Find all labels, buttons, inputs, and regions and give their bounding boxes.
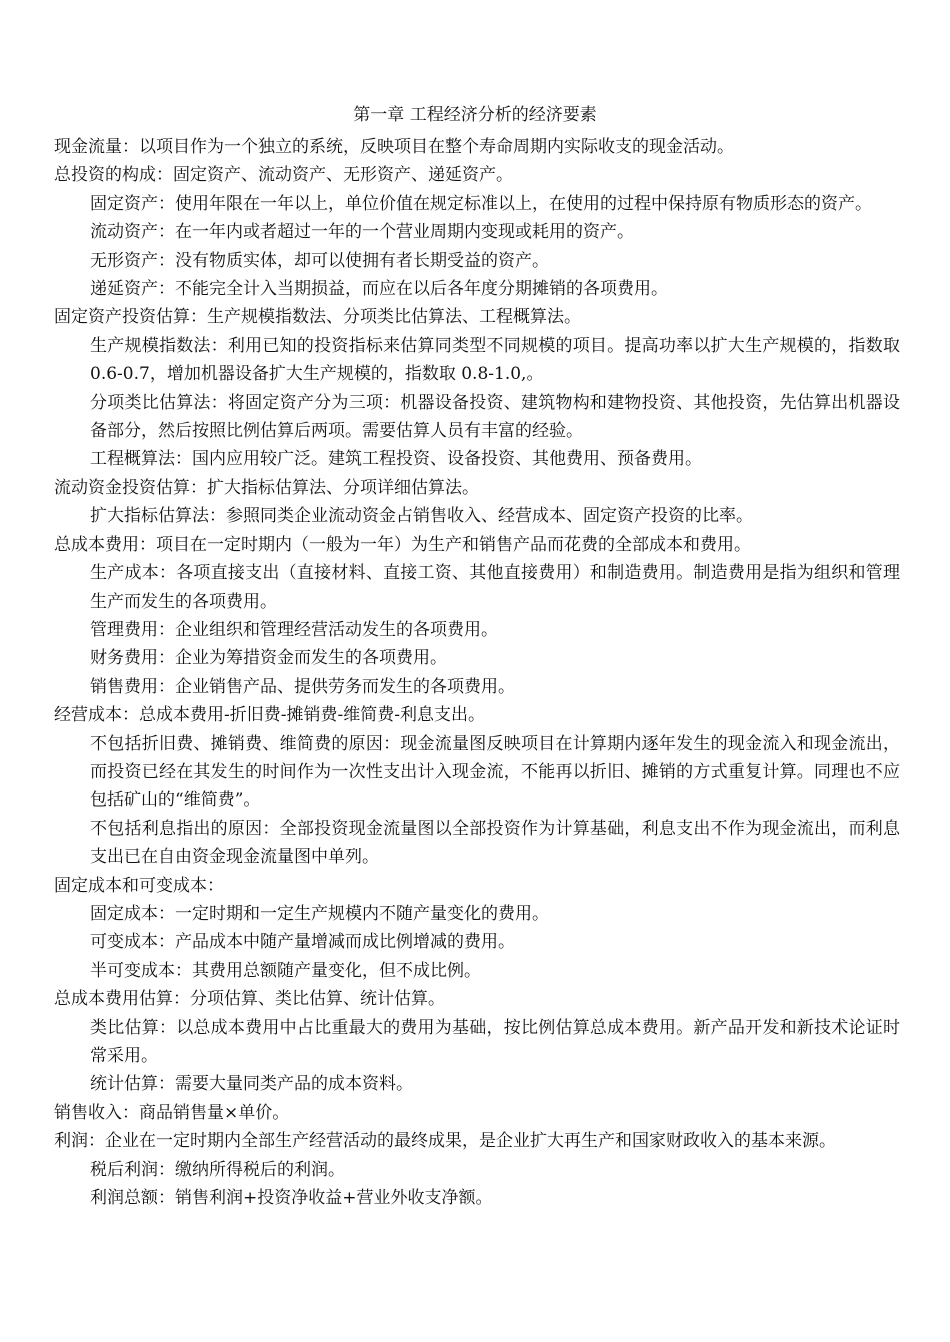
sub-paragraph: 可变成本：产品成本中随产量增减而成比例增减的费用。 <box>90 932 515 953</box>
sub-paragraph: 销售费用：企业销售产品、提供劳务而发生的各项费用。 <box>90 676 515 697</box>
section-paragraph: 流动资金投资估算：扩大指标估算法、分项详细估算法。 <box>54 477 479 498</box>
sub-paragraph: 固定成本：一定时期和一定生产规模内不随产量变化的费用。 <box>90 903 549 924</box>
sub-paragraph: 递延资产：不能完全计入当期损益，而应在以后各年度分期摊销的各项费用。 <box>90 279 668 300</box>
section-paragraph: 总成本费用：项目在一定时期内（一般为一年）为生产和销售产品而花费的全部成本和费用。 <box>54 534 751 555</box>
sub-paragraph: 利润总额：销售利润+投资净收益+营业外收支净额。 <box>90 1188 493 1209</box>
sub-paragraph: 税后利润：缴纳所得税后的利润。 <box>90 1159 345 1180</box>
sub-paragraph: 统计估算：需要大量同类产品的成本资料。 <box>90 1074 413 1095</box>
section-paragraph: 现金流量：以项目作为一个独立的系统，反映项目在整个寿命周期内实际收支的现金活动。 <box>54 137 734 157</box>
section-paragraph: 总成本费用估算：分项估算、类比估算、统计估算。 <box>54 989 445 1010</box>
section-paragraph: 利润：企业在一定时期内全部生产经营活动的最终成果，是企业扩大再生产和国家财政收入的基本来源。 <box>54 1131 836 1152</box>
document-body <box>54 133 900 1212</box>
sub-paragraph: 半可变成本：其费用总额随产量变化，但不成比例。 <box>90 960 481 981</box>
sub-paragraph: 固定资产：使用年限在一年以上，单位价值在规定标准以上，在使用的过程中保持原有物质形态的资产。 <box>90 193 872 214</box>
sub-paragraph: 流动资产：在一年内或者超过一年的一个营业周期内变现或耗用的资产。 <box>90 222 634 243</box>
section-paragraph: 销售收入：商品销售量×单价。 <box>54 1102 290 1123</box>
sub-paragraph: 无形资产：没有物质实体，却可以使拥有者长期受益的资产。 <box>90 250 549 271</box>
sub-paragraph: 工程概算法：国内应用较广泛。建筑工程投资、设备投资、其他费用、预备费用。 <box>90 449 702 470</box>
sub-paragraph: 不包括利息指出的原因：全部投资现金流量图以全部投资作为计算基础，利息支出不作为现金流出，而利息支出已在自由资金现金流量图中单列。 <box>90 818 900 868</box>
sub-paragraph: 扩大指标估算法：参照同类企业流动资金占销售收入、经营成本、固定资产投资的比率。 <box>90 506 753 527</box>
sub-paragraph: 管理费用：企业组织和管理经营活动发生的各项费用。 <box>90 619 498 640</box>
sub-paragraph: 不包括折旧费、摊销费、维简费的原因：现金流量图反映项目在计算期内逐年发生的现金流入和现金流出，而投资已经在其发生的时间作为一次性支出计入现金流，不能再以折旧、摊销的方式重复计算。同理也不应包括矿山的“维简费”。 <box>90 733 900 811</box>
sub-paragraph: 分项类比估算法：将固定资产分为三项：机器设备投资、建筑物构和建物投资、其他投资，先估算出机器设备部分，然后按照比例估算后两项。需要估算人员有丰富的经验。 <box>90 392 900 442</box>
sub-paragraph: 财务费用：企业为筹措资金而发生的各项费用。 <box>90 648 447 669</box>
section-paragraph: 固定资产投资估算：生产规模指数法、分项类比估算法、工程概算法。 <box>54 307 581 328</box>
sub-paragraph: 类比估算：以总成本费用中占比重最大的费用为基础，按比例估算总成本费用。新产品开发和新技术论证时常采用。 <box>90 1017 900 1066</box>
section-paragraph: 总投资的构成：固定资产、流动资产、无形资产、递延资产。 <box>54 165 513 186</box>
section-paragraph: 经营成本：总成本费用-折旧费-摊销费-维简费-利息支出。 <box>54 705 485 726</box>
chapter-title: 第一章 工程经济分析的经济要素 <box>353 105 597 125</box>
sub-paragraph: 生产成本：各项直接支出（直接材料、直接工资、其他直接费用）和制造费用。制造费用是指为组织和管理生产而发生的各项费用。 <box>90 563 900 612</box>
section-paragraph: 固定成本和可变成本： <box>54 875 224 896</box>
sub-paragraph: 生产规模指数法：利用已知的投资指标来估算同类型不同规模的项目。提高功率以扩大生产规模的，指数取 0.6-0.7，增加机器设备扩大生产规模的，指数取 0.8-1.0,。 <box>90 335 900 385</box>
